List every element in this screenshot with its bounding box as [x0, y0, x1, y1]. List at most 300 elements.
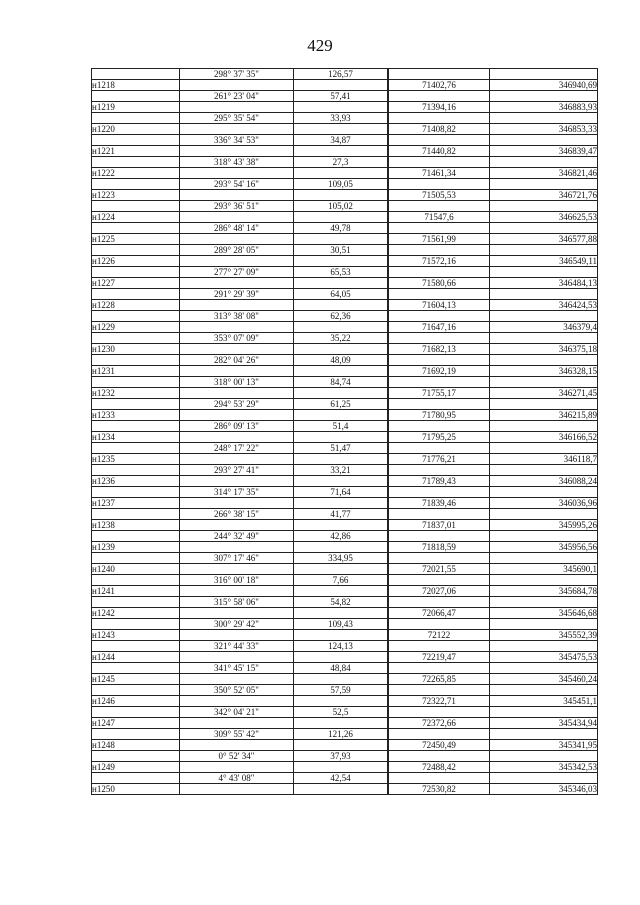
- y-coordinate-cell: [490, 333, 598, 344]
- point-name-cell: [92, 201, 180, 212]
- x-coordinate-cell: 71795,25: [389, 432, 490, 443]
- segment-row: [92, 377, 598, 388]
- y-coordinate-cell: 345475,53: [490, 652, 598, 663]
- y-coordinate-cell: [490, 487, 598, 498]
- point-row: [92, 784, 598, 795]
- point-name-cell: н1249: [92, 762, 180, 773]
- y-coordinate-cell: [490, 135, 598, 146]
- y-coordinate-cell: [490, 663, 598, 674]
- x-coordinate-cell: 71572,16: [389, 256, 490, 267]
- x-coordinate-cell: [389, 751, 490, 762]
- direction-angle-cell: [180, 564, 294, 575]
- point-row: [92, 410, 598, 421]
- segment-row: [92, 355, 598, 366]
- point-name-cell: [92, 487, 180, 498]
- distance-cell: 124,13: [294, 641, 388, 652]
- direction-angle-cell: [180, 278, 294, 289]
- direction-angle-cell: 318° 43' 38": [180, 157, 294, 168]
- distance-cell: [294, 564, 388, 575]
- point-name-cell: [92, 223, 180, 234]
- point-row: [92, 696, 598, 707]
- point-name-cell: [92, 245, 180, 256]
- point-row: [92, 212, 598, 223]
- point-name-cell: [92, 179, 180, 190]
- y-coordinate-cell: 346883,93: [490, 102, 598, 113]
- distance-cell: 54,82: [294, 597, 388, 608]
- distance-cell: 7,66: [294, 575, 388, 586]
- direction-angle-cell: 293° 54' 16": [180, 179, 294, 190]
- point-row: [92, 80, 598, 91]
- x-coordinate-cell: [389, 157, 490, 168]
- x-coordinate-cell: 71780,95: [389, 410, 490, 421]
- segment-row: [92, 597, 598, 608]
- y-coordinate-cell: [490, 223, 598, 234]
- y-coordinate-cell: [490, 773, 598, 784]
- segment-row: [92, 201, 598, 212]
- y-coordinate-cell: 346821,46: [490, 168, 598, 179]
- y-coordinate-cell: [490, 465, 598, 476]
- point-row: [92, 630, 598, 641]
- distance-cell: [294, 146, 388, 157]
- x-coordinate-cell: 71682,13: [389, 344, 490, 355]
- x-coordinate-cell: [389, 707, 490, 718]
- direction-angle-cell: [180, 146, 294, 157]
- point-name-cell: н1248: [92, 740, 180, 751]
- point-name-cell: [92, 421, 180, 432]
- y-coordinate-cell: [490, 201, 598, 212]
- y-coordinate-cell: [490, 553, 598, 564]
- y-coordinate-cell: 346379,4: [490, 322, 598, 333]
- x-coordinate-cell: 71818,59: [389, 542, 490, 553]
- y-coordinate-cell: 346577,88: [490, 234, 598, 245]
- segment-row: [92, 157, 598, 168]
- y-coordinate-cell: [490, 311, 598, 322]
- x-coordinate-cell: 71440,82: [389, 146, 490, 157]
- point-name-cell: [92, 377, 180, 388]
- distance-cell: 33,93: [294, 113, 388, 124]
- y-coordinate-cell: [490, 685, 598, 696]
- distance-cell: [294, 586, 388, 597]
- point-name-cell: [92, 575, 180, 586]
- segment-row: [92, 729, 598, 740]
- x-coordinate-cell: [389, 575, 490, 586]
- y-coordinate-cell: [490, 267, 598, 278]
- direction-angle-cell: 314° 17' 35": [180, 487, 294, 498]
- distance-cell: [294, 498, 388, 509]
- x-coordinate-cell: 71394,16: [389, 102, 490, 113]
- direction-angle-cell: 321° 44' 33": [180, 641, 294, 652]
- point-name-cell: н1225: [92, 234, 180, 245]
- segment-row: [92, 443, 598, 454]
- x-coordinate-cell: [389, 685, 490, 696]
- y-coordinate-cell: 346328,15: [490, 366, 598, 377]
- x-coordinate-cell: 71561,99: [389, 234, 490, 245]
- x-coordinate-cell: [389, 179, 490, 190]
- point-row: [92, 608, 598, 619]
- segment-row: [92, 509, 598, 520]
- x-coordinate-cell: [389, 289, 490, 300]
- y-coordinate-cell: [490, 113, 598, 124]
- x-coordinate-cell: [389, 91, 490, 102]
- y-coordinate-cell: 345690,1: [490, 564, 598, 575]
- direction-angle-cell: [180, 784, 294, 795]
- point-name-cell: н1220: [92, 124, 180, 135]
- direction-angle-cell: 266° 38' 15": [180, 509, 294, 520]
- x-coordinate-cell: [389, 597, 490, 608]
- point-name-cell: [92, 333, 180, 344]
- point-name-cell: [92, 113, 180, 124]
- point-name-cell: н1250: [92, 784, 180, 795]
- direction-angle-cell: [180, 652, 294, 663]
- point-row: [92, 652, 598, 663]
- x-coordinate-cell: 72027,06: [389, 586, 490, 597]
- segment-row: [92, 135, 598, 146]
- y-coordinate-cell: 346271,45: [490, 388, 598, 399]
- y-coordinate-cell: [490, 69, 598, 80]
- point-name-cell: н1221: [92, 146, 180, 157]
- segment-row: [92, 619, 598, 630]
- point-row: [92, 256, 598, 267]
- y-coordinate-cell: 345995,26: [490, 520, 598, 531]
- point-row: [92, 542, 598, 553]
- direction-angle-cell: 291° 29' 39": [180, 289, 294, 300]
- y-coordinate-cell: [490, 289, 598, 300]
- point-row: [92, 168, 598, 179]
- point-name-cell: н1237: [92, 498, 180, 509]
- x-coordinate-cell: 72450,49: [389, 740, 490, 751]
- distance-cell: 57,41: [294, 91, 388, 102]
- y-coordinate-cell: 345346,03: [490, 784, 598, 795]
- direction-angle-cell: 293° 27' 41": [180, 465, 294, 476]
- direction-angle-cell: 313° 38' 08": [180, 311, 294, 322]
- x-coordinate-cell: [389, 267, 490, 278]
- distance-cell: 33,21: [294, 465, 388, 476]
- direction-angle-cell: 293° 36' 51": [180, 201, 294, 212]
- y-coordinate-cell: 346853,33: [490, 124, 598, 135]
- x-coordinate-cell: [389, 553, 490, 564]
- y-coordinate-cell: [490, 619, 598, 630]
- distance-cell: 35,22: [294, 333, 388, 344]
- x-coordinate-cell: 72322,71: [389, 696, 490, 707]
- y-coordinate-cell: 346118,7: [490, 454, 598, 465]
- direction-angle-cell: 298° 37' 35": [180, 69, 294, 80]
- direction-angle-cell: [180, 234, 294, 245]
- direction-angle-cell: 4° 43' 08": [180, 773, 294, 784]
- point-row: [92, 388, 598, 399]
- point-row: [92, 718, 598, 729]
- direction-angle-cell: [180, 696, 294, 707]
- y-coordinate-cell: [490, 707, 598, 718]
- segment-row: [92, 487, 598, 498]
- direction-angle-cell: [180, 124, 294, 135]
- point-row: [92, 102, 598, 113]
- x-coordinate-cell: 71647,16: [389, 322, 490, 333]
- segment-row: [92, 245, 598, 256]
- distance-cell: [294, 300, 388, 311]
- direction-angle-cell: [180, 80, 294, 91]
- x-coordinate-cell: [389, 399, 490, 410]
- x-coordinate-cell: 71839,46: [389, 498, 490, 509]
- direction-angle-cell: 289° 28' 05": [180, 245, 294, 256]
- point-name-cell: [92, 553, 180, 564]
- x-coordinate-cell: 72021,55: [389, 564, 490, 575]
- direction-angle-cell: [180, 674, 294, 685]
- distance-cell: [294, 322, 388, 333]
- x-coordinate-cell: 72530,82: [389, 784, 490, 795]
- x-coordinate-cell: [389, 69, 490, 80]
- point-name-cell: [92, 69, 180, 80]
- y-coordinate-cell: 345460,24: [490, 674, 598, 685]
- y-coordinate-cell: [490, 421, 598, 432]
- distance-cell: [294, 630, 388, 641]
- point-name-cell: [92, 91, 180, 102]
- distance-cell: [294, 212, 388, 223]
- point-row: [92, 432, 598, 443]
- direction-angle-cell: [180, 476, 294, 487]
- distance-cell: [294, 410, 388, 421]
- segment-row: [92, 69, 598, 80]
- direction-angle-cell: [180, 520, 294, 531]
- x-coordinate-cell: 72372,66: [389, 718, 490, 729]
- x-coordinate-cell: 72265,85: [389, 674, 490, 685]
- distance-cell: 109,43: [294, 619, 388, 630]
- point-name-cell: н1241: [92, 586, 180, 597]
- direction-angle-cell: 315° 58' 06": [180, 597, 294, 608]
- direction-angle-cell: 300° 29' 42": [180, 619, 294, 630]
- point-name-cell: [92, 289, 180, 300]
- point-name-cell: [92, 157, 180, 168]
- distance-cell: [294, 278, 388, 289]
- point-name-cell: н1223: [92, 190, 180, 201]
- x-coordinate-cell: [389, 355, 490, 366]
- point-row: [92, 366, 598, 377]
- point-name-cell: н1247: [92, 718, 180, 729]
- direction-angle-cell: 286° 48' 14": [180, 223, 294, 234]
- x-coordinate-cell: 71755,17: [389, 388, 490, 399]
- y-coordinate-cell: 346088,24: [490, 476, 598, 487]
- segment-row: [92, 641, 598, 652]
- y-coordinate-cell: 345646,68: [490, 608, 598, 619]
- point-name-cell: [92, 355, 180, 366]
- x-coordinate-cell: 71505,53: [389, 190, 490, 201]
- y-coordinate-cell: 345341,95: [490, 740, 598, 751]
- direction-angle-cell: 353° 07' 09": [180, 333, 294, 344]
- direction-angle-cell: [180, 542, 294, 553]
- distance-cell: 42,86: [294, 531, 388, 542]
- point-row: [92, 586, 598, 597]
- y-coordinate-cell: 346839,47: [490, 146, 598, 157]
- distance-cell: [294, 454, 388, 465]
- point-row: [92, 762, 598, 773]
- x-coordinate-cell: 71461,34: [389, 168, 490, 179]
- direction-angle-cell: [180, 608, 294, 619]
- point-row: [92, 124, 598, 135]
- x-coordinate-cell: [389, 333, 490, 344]
- x-coordinate-cell: 72066,47: [389, 608, 490, 619]
- direction-angle-cell: [180, 212, 294, 223]
- distance-cell: [294, 674, 388, 685]
- direction-angle-cell: [180, 498, 294, 509]
- y-coordinate-cell: [490, 531, 598, 542]
- direction-angle-cell: 295° 35' 54": [180, 113, 294, 124]
- distance-cell: [294, 652, 388, 663]
- distance-cell: [294, 608, 388, 619]
- x-coordinate-cell: [389, 487, 490, 498]
- x-coordinate-cell: [389, 421, 490, 432]
- y-coordinate-cell: 345342,53: [490, 762, 598, 773]
- point-name-cell: [92, 729, 180, 740]
- direction-angle-cell: 277° 27' 09": [180, 267, 294, 278]
- point-name-cell: н1219: [92, 102, 180, 113]
- y-coordinate-cell: 346166,52: [490, 432, 598, 443]
- distance-cell: 30,51: [294, 245, 388, 256]
- y-coordinate-cell: [490, 355, 598, 366]
- x-coordinate-cell: [389, 135, 490, 146]
- x-coordinate-cell: [389, 531, 490, 542]
- point-name-cell: н1243: [92, 630, 180, 641]
- point-name-cell: н1230: [92, 344, 180, 355]
- y-coordinate-cell: 345956,56: [490, 542, 598, 553]
- point-name-cell: н1224: [92, 212, 180, 223]
- point-name-cell: [92, 443, 180, 454]
- x-coordinate-cell: 71789,43: [389, 476, 490, 487]
- point-name-cell: н1235: [92, 454, 180, 465]
- point-name-cell: н1246: [92, 696, 180, 707]
- direction-angle-cell: [180, 586, 294, 597]
- x-coordinate-cell: [389, 729, 490, 740]
- x-coordinate-cell: [389, 773, 490, 784]
- point-row: [92, 476, 598, 487]
- segment-row: [92, 663, 598, 674]
- point-name-cell: [92, 509, 180, 520]
- distance-cell: 37,93: [294, 751, 388, 762]
- x-coordinate-cell: [389, 245, 490, 256]
- x-coordinate-cell: [389, 311, 490, 322]
- point-name-cell: н1233: [92, 410, 180, 421]
- segment-row: [92, 575, 598, 586]
- point-name-cell: н1228: [92, 300, 180, 311]
- distance-cell: 42,54: [294, 773, 388, 784]
- y-coordinate-cell: [490, 575, 598, 586]
- point-name-cell: [92, 531, 180, 542]
- x-coordinate-cell: 71692,19: [389, 366, 490, 377]
- distance-cell: 27,3: [294, 157, 388, 168]
- point-row: [92, 234, 598, 245]
- x-coordinate-cell: [389, 619, 490, 630]
- y-coordinate-cell: 346625,53: [490, 212, 598, 223]
- direction-angle-cell: [180, 432, 294, 443]
- direction-angle-cell: 261° 23' 04": [180, 91, 294, 102]
- x-coordinate-cell: [389, 509, 490, 520]
- x-coordinate-cell: 71402,76: [389, 80, 490, 91]
- page-number: 429: [307, 36, 333, 55]
- direction-angle-cell: [180, 718, 294, 729]
- point-row: [92, 498, 598, 509]
- direction-angle-cell: [180, 168, 294, 179]
- direction-angle-cell: 282° 04' 26": [180, 355, 294, 366]
- distance-cell: 51,47: [294, 443, 388, 454]
- distance-cell: [294, 696, 388, 707]
- direction-angle-cell: [180, 762, 294, 773]
- direction-angle-cell: [180, 102, 294, 113]
- x-coordinate-cell: [389, 113, 490, 124]
- direction-angle-cell: 244° 32' 49": [180, 531, 294, 542]
- direction-angle-cell: [180, 344, 294, 355]
- distance-cell: [294, 476, 388, 487]
- x-coordinate-cell: 71604,13: [389, 300, 490, 311]
- point-name-cell: [92, 685, 180, 696]
- point-name-cell: [92, 663, 180, 674]
- distance-cell: [294, 366, 388, 377]
- segment-row: [92, 421, 598, 432]
- point-name-cell: н1236: [92, 476, 180, 487]
- distance-cell: [294, 762, 388, 773]
- point-name-cell: [92, 773, 180, 784]
- segment-row: [92, 399, 598, 410]
- segment-row: [92, 267, 598, 278]
- y-coordinate-cell: 346424,53: [490, 300, 598, 311]
- distance-cell: 52,5: [294, 707, 388, 718]
- direction-angle-cell: [180, 388, 294, 399]
- point-row: [92, 564, 598, 575]
- segment-row: [92, 751, 598, 762]
- distance-cell: 121,26: [294, 729, 388, 740]
- point-name-cell: н1234: [92, 432, 180, 443]
- distance-cell: 48,84: [294, 663, 388, 674]
- distance-cell: [294, 388, 388, 399]
- segment-row: [92, 773, 598, 784]
- distance-cell: [294, 432, 388, 443]
- x-coordinate-cell: [389, 443, 490, 454]
- point-name-cell: [92, 465, 180, 476]
- direction-angle-cell: 309° 55' 42": [180, 729, 294, 740]
- distance-cell: [294, 168, 388, 179]
- point-row: [92, 278, 598, 289]
- point-name-cell: н1231: [92, 366, 180, 377]
- segment-row: [92, 465, 598, 476]
- point-row: [92, 322, 598, 333]
- direction-angle-cell: [180, 366, 294, 377]
- x-coordinate-cell: 71776,21: [389, 454, 490, 465]
- segment-row: [92, 333, 598, 344]
- segment-row: [92, 531, 598, 542]
- distance-cell: [294, 102, 388, 113]
- distance-cell: 57,59: [294, 685, 388, 696]
- point-name-cell: н1244: [92, 652, 180, 663]
- point-row: [92, 344, 598, 355]
- x-coordinate-cell: [389, 465, 490, 476]
- segment-row: [92, 311, 598, 322]
- direction-angle-cell: 350° 52' 05": [180, 685, 294, 696]
- distance-cell: 84,74: [294, 377, 388, 388]
- direction-angle-cell: [180, 300, 294, 311]
- x-coordinate-cell: 71408,82: [389, 124, 490, 135]
- point-name-cell: [92, 399, 180, 410]
- x-coordinate-cell: 72488,42: [389, 762, 490, 773]
- x-coordinate-cell: 72219,47: [389, 652, 490, 663]
- distance-cell: 61,25: [294, 399, 388, 410]
- segment-row: [92, 685, 598, 696]
- direction-angle-cell: 307° 17' 46": [180, 553, 294, 564]
- x-coordinate-cell: [389, 223, 490, 234]
- y-coordinate-cell: 346036,96: [490, 498, 598, 509]
- point-name-cell: [92, 135, 180, 146]
- distance-cell: 49,78: [294, 223, 388, 234]
- x-coordinate-cell: [389, 641, 490, 652]
- segment-row: [92, 179, 598, 190]
- point-name-cell: [92, 597, 180, 608]
- direction-angle-cell: 341° 45' 15": [180, 663, 294, 674]
